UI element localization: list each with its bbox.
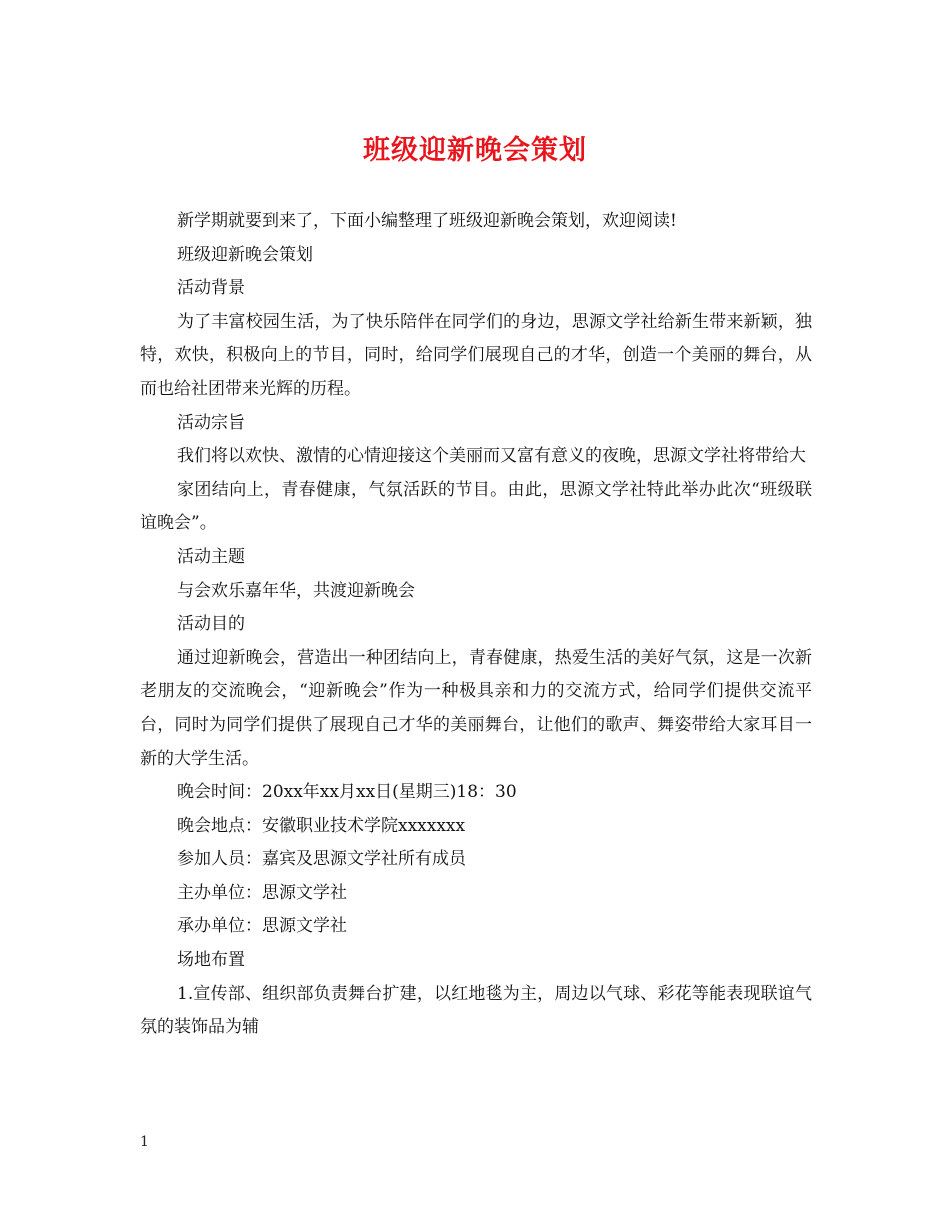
paragraph-purpose-1: 我们将以欢快、激情的心情迎接这个美丽而又富有意义的夜晚，思源文学社将带给大 (177, 446, 806, 467)
paragraph-venue-1: 1.宣传部、组织部负责舞台扩建，以红地毯为主，周边以气球、彩花等能表现联谊气氛的装饰品为辅 (140, 983, 812, 1038)
page-number: 1 (140, 1134, 149, 1150)
heading-theme: 活动主题 (177, 546, 245, 567)
info-time: 晚会时间：20xx年xx月xx日(星期三)18：30 (177, 782, 517, 803)
paragraph-theme: 与会欢乐嘉年华，共渡迎新晚会 (177, 580, 415, 601)
info-participants: 参加人员：嘉宾及思源文学社所有成员 (177, 849, 466, 870)
info-organizer: 承办单位：思源文学社 (177, 916, 347, 937)
paragraph-background: 为了丰富校园生活，为了快乐陪伴在同学们的身边，思源文学社给新生带来新颖，独特，欢快，积极向上的节目，同时，给同学们展现自己的才华，创造一个美丽的舞台，从而也给社团带来光辉的历程。 (140, 311, 812, 399)
info-host: 主办单位：思源文学社 (177, 882, 347, 903)
info-location: 晚会地点：安徽职业技术学院xxxxxxx (177, 815, 466, 836)
heading-purpose: 活动宗旨 (177, 412, 245, 433)
paragraph-subtitle: 班级迎新晚会策划 (177, 244, 313, 265)
paragraph-intro: 新学期就要到来了，下面小编整理了班级迎新晚会策划，欢迎阅读! (177, 211, 677, 231)
paragraph-purpose-2: 家团结向上，青春健康，气氛活跃的节目。由此，思源文学社特此举办此次“班级联谊晚会”。 (140, 479, 812, 534)
heading-goal: 活动目的 (177, 614, 245, 635)
paragraph-goal: 通过迎新晚会，营造出一种团结向上，青春健康，热爱生活的美好气氛，这是一次新老朋友的交流晚会，“迎新晚会”作为一种极具亲和力的交流方式，给同学们提供交流平台，同时为同学们提供了展现自己才华的美丽舞台，让他们的歌声、舞姿带给大家耳目一新的大学生活。 (140, 647, 812, 769)
document-body (140, 205, 812, 1045)
heading-background: 活动背景 (177, 278, 245, 299)
document-title: 班级迎新晚会策划 (363, 135, 587, 166)
heading-venue: 场地布置 (177, 950, 245, 971)
